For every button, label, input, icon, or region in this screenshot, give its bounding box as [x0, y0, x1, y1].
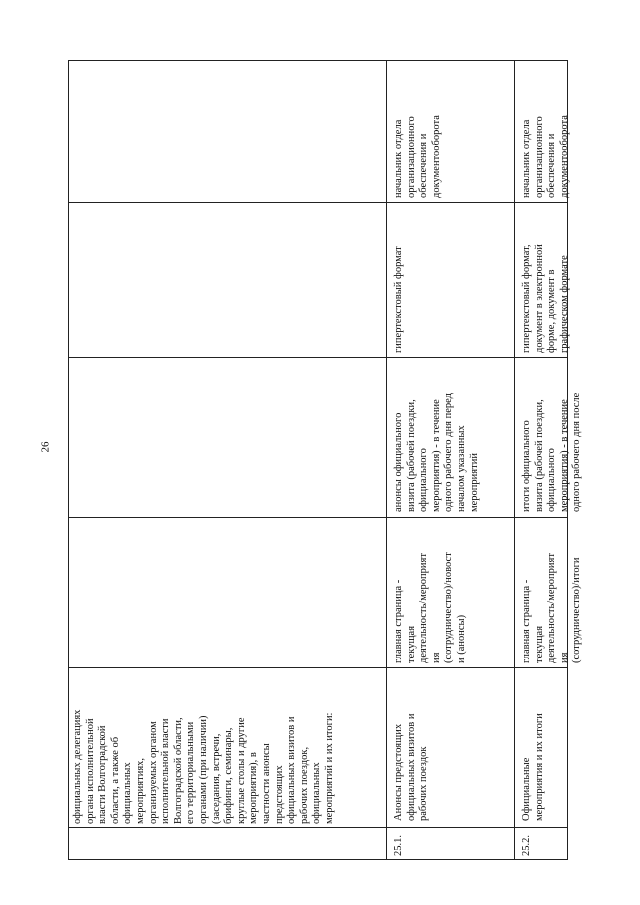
continuation-name-cell — [69, 667, 386, 827]
continuation-name-text: официальных делегациях органа исполнительной власти Волгоградской области, а также об официальных мероприятиях, организуемых органом исполнительной власти Волгоградской области, его территориальными органами (при наличии) (заседания, встречи, брифинги, семинары, круглые столы и другие мероприятия), в частности анонсы предстоящих официальных визитов и рабочих поездок, официальных мероприятий и их итоги: — [72, 709, 335, 824]
row-25-1-location: главная страница - текущая деятельность/мероприят ия (сотрудничество)/новост и (анонсы) — [393, 552, 467, 663]
page-number: 26 — [39, 441, 52, 453]
document-table — [68, 60, 583, 860]
row-25-2-responsible-cell — [514, 61, 569, 202]
row-25-1-period: анонсы официального визита (рабочей поездки, официального мероприятия) - в течение одного рабочего дня перед началом указанных мероприятий — [393, 393, 480, 512]
row-25-1-responsible-cell — [386, 61, 514, 202]
row-25-2-responsible: начальник отдела организационного обеспечения и документооборота — [521, 115, 570, 198]
row-25-1-format-cell — [386, 202, 514, 357]
row-25-1-number: 25.1. — [393, 835, 404, 856]
row-25-1-name: Анонсы предстоящих официальных визитов и рабочих поездок — [393, 713, 430, 821]
row-25-1-location-cell — [386, 517, 514, 667]
row-25-2-location: главная страница - текущая деятельность/мероприят ия (сотрудничество)/итоги — [521, 553, 583, 663]
row-25-2-period-cell — [514, 357, 583, 517]
row-25-2-name: Официальные мероприятия и их итоги — [521, 713, 545, 821]
row-25-1-name-cell — [386, 667, 514, 827]
row-25-2-name-cell — [514, 667, 569, 827]
row-25-1-responsible: начальник отдела организационного обеспечения и документооборота — [393, 115, 442, 198]
row-25-2-format: гипертекстовый формат, документ в электронной форме, документ в графическом формате — [521, 244, 570, 353]
row-25-2-period: итоги официального визита (рабочей поездки, официального мероприятия) - в течение одного рабочего дня после — [521, 392, 583, 512]
row-25-2-number-cell — [514, 827, 569, 861]
row-25-2-format-cell — [514, 202, 569, 357]
row-25-1-period-cell — [386, 357, 514, 517]
row-25-1-number-cell — [386, 827, 514, 861]
row-25-2-location-cell — [514, 517, 583, 667]
row-25-1-format: гипертекстовый формат — [393, 246, 404, 353]
row-25-2-number: 25.2. — [521, 835, 532, 856]
